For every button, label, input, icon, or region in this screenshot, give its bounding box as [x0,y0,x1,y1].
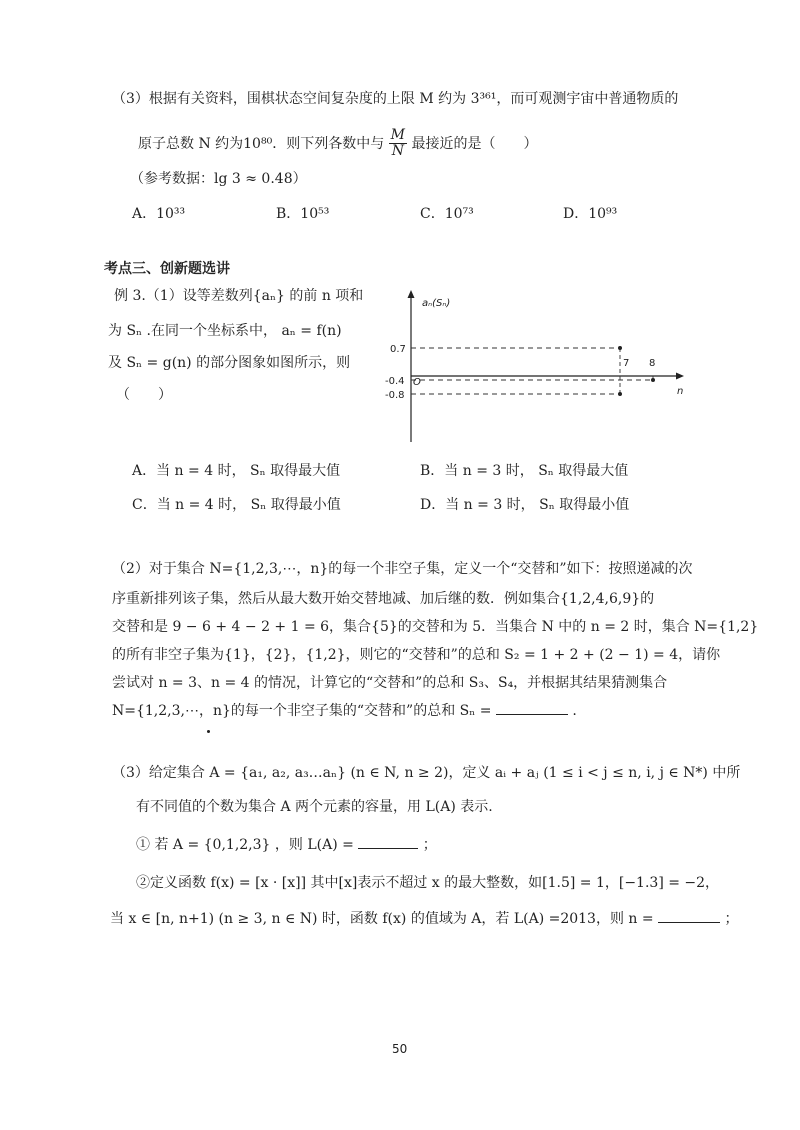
x-axis-arrow [676,373,684,380]
answer-blank-n[interactable] [658,908,720,923]
x-label-8: 8 [649,358,656,369]
option-b: B．10⁵³ [276,206,330,222]
y-label-neg-0-4: -0.4 [385,376,405,387]
answer-blank-sn[interactable] [496,700,568,715]
problem2-line1: （2）对于集合 N={1,2,3,⋯，n}的每一个非空子集，定义一个“交替和”如下：按照递减的次 [112,561,693,577]
reference-data: （参考数据：lg 3 ≈ 0.48） [130,171,307,187]
problem2-line6 [112,700,577,720]
problem3b-item2b-text: 当 x ∈ [n, n+1) (n ≥ 3, n ∈ N) 时，函数 f(x) 的值域为 A，若 L(A) =2013，则 n = [110,911,654,927]
data-point-7-0-7 [618,346,622,350]
problem3-line2 [138,128,537,160]
problem2-line3: 交替和是 9 − 6 + 4 − 2 + 1 = 6，集合{5}的交替和为 5．当集合 N 中的 n = 2 时，集合 N={1,2} [112,619,759,635]
problem2-line2: 序重新排列该子集，然后从最大数开始交替地减、加后继的数．例如集合{1,2,4,6,9}的 [112,591,655,607]
problem3b-item2b [110,908,739,928]
example3-line3: 及 Sₙ = g(n) 的部分图象如图所示，则 [108,355,351,371]
problem2-line5: 尝试对 n = 3、n = 4 的情况，计算它的“交替和”的总和 S₃、S₄，并根据其结果猜测集合 [112,675,668,691]
x-label-7: 7 [623,358,630,369]
option-c: C．10⁷³ [420,206,474,222]
data-point-7-neg-0-8 [618,392,622,396]
example3-option-b: B．当 n = 3 时， Sₙ 取得最大值 [420,463,629,479]
fraction-m-over-n [389,128,407,160]
stray-dot [207,730,210,733]
page-number: 50 [392,1042,408,1056]
example3-line1: 例 3.（1）设等差数列{aₙ} 的前 n 项和 [114,288,364,304]
y-axis-label: aₙ(Sₙ) [422,298,451,309]
y-label-neg-0-8: -0.8 [385,390,405,401]
option-d: D．10⁹³ [563,206,618,222]
option-a: A．10³³ [132,206,186,222]
problem3b-item2b-end: ； [724,911,739,927]
problem3b-item2: ②定义函数 f(x) = [x · [x]] 其中[x]表示不超过 x 的最大整数，如[1.5] = 1，[−1.3] = −2， [136,875,720,891]
problem3b-item1-text: ① 若 A = {0,1,2,3} ，则 L(A) = [136,837,354,853]
fraction-numerator: M [390,127,405,143]
problem3-line2-pre: 原子总数 N 约为10⁸⁰．则下列各数中与 [138,135,385,152]
x-axis-label: n [677,386,684,397]
problem3b-line2: 有不同值的个数为集合 A 两个元素的容量，用 L(A) 表示. [136,799,493,815]
problem3-line2-post: 最接近的是（ ） [411,135,538,152]
problem2-line6-end: . [572,703,577,719]
problem3b-item1-end: ； [422,837,437,853]
section-heading: 考点三、创新题选讲 [104,261,230,277]
origin-label: O [413,377,421,388]
example3-option-d: D．当 n = 3 时， Sₙ 取得最小值 [420,497,630,513]
example3-line2: 为 Sₙ .在同一个坐标系中， aₙ = f(n) [108,323,342,339]
problem3b-item1 [136,834,437,854]
example3-line4: （ ） [116,387,172,403]
example3-option-a: A．当 n = 4 时， Sₙ 取得最大值 [132,463,341,479]
data-point-8-neg-0-4 [651,378,655,382]
example3-option-c: C．当 n = 4 时， Sₙ 取得最小值 [132,497,341,513]
answer-blank-la[interactable] [358,834,418,849]
y-axis-arrow [408,290,415,298]
problem3b-line1: （3）给定集合 A = {a₁, a₂, a₃…aₙ} (n ∈ N, n ≥ 2)，定义 aᵢ + aⱼ (1 ≤ i < j ≤ n, i, j ∈ N*) 中所 [112,765,741,781]
problem2-line6-text: N={1,2,3,⋯，n}的每一个非空子集的“交替和”的总和 Sₙ = [112,703,492,719]
sequence-graph [370,282,700,447]
problem3-line1: （3）根据有关资料，围棋状态空间复杂度的上限 M 约为 3³⁶¹，而可观测宇宙中普通物质的 [112,91,679,107]
problem2-line4: 的所有非空子集为{1}，{2}，{1,2}，则它的“交替和”的总和 S₂ = 1 + 2 + (2 − 1) = 4，请你 [112,647,721,663]
y-label-0-7: 0.7 [390,344,406,355]
fraction-denominator: N [391,143,404,160]
